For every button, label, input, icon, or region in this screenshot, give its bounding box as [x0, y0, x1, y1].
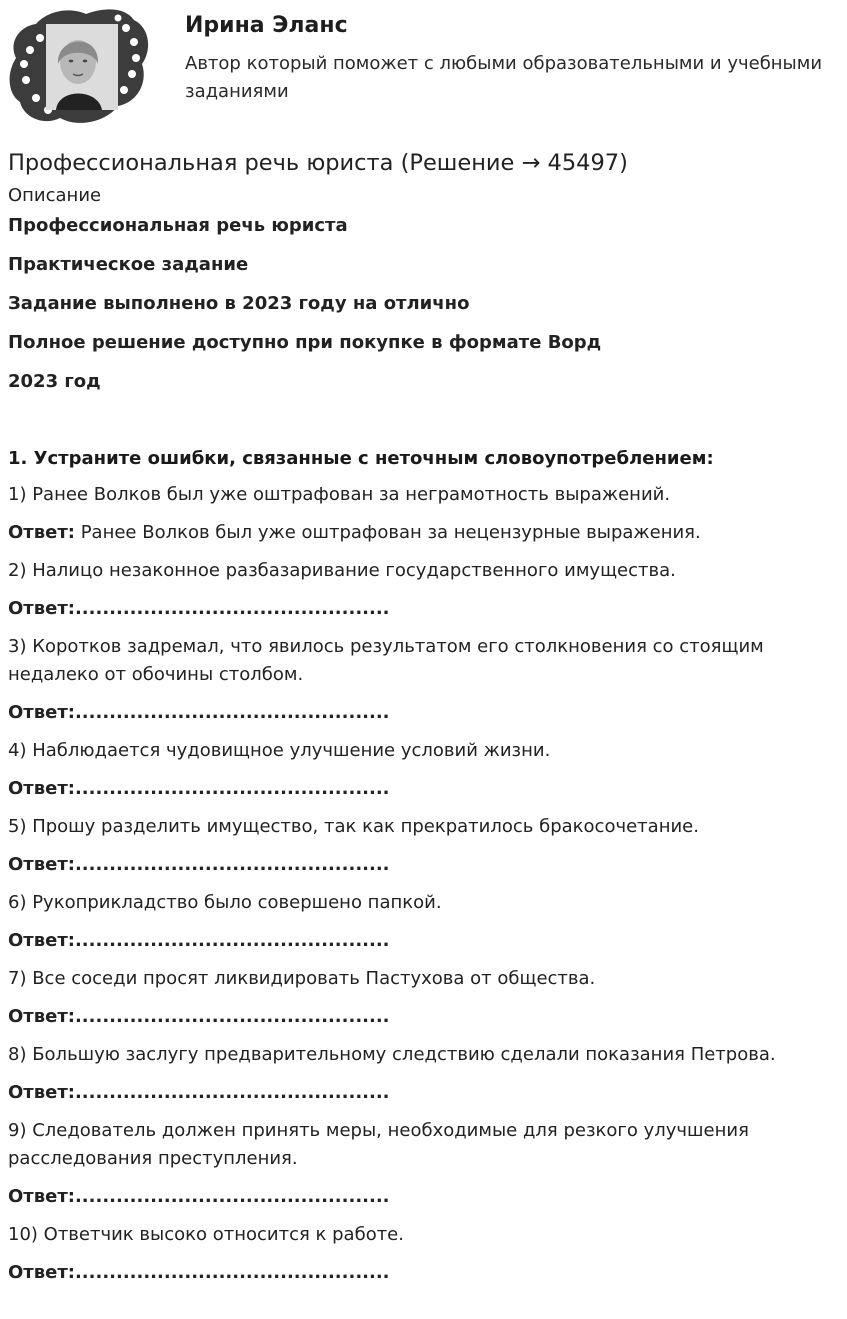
task-question: 8) Большую заслугу предварительному следствию сделали показания Петрова. — [8, 1044, 776, 1065]
meta-line: Полное решение доступно при покупке в формате Ворд — [8, 332, 602, 353]
answer-text: Ранее Волков был уже оштрафован за нецензурные выражения. — [80, 522, 701, 543]
answer-blank: .............................................. — [74, 930, 390, 951]
task-answer — [8, 851, 838, 879]
task-answer — [8, 1259, 838, 1287]
avatar-image — [6, 6, 152, 128]
task-question: 5) Прошу разделить имущество, так как прекратилось бракосочетание. — [8, 816, 699, 837]
main-content — [8, 146, 838, 1287]
answer-blank: .............................................. — [74, 598, 390, 619]
answer-label: Ответ: — [8, 1186, 75, 1207]
meta-line: Профессиональная речь юриста — [8, 215, 348, 236]
description-label: Описание — [8, 185, 102, 206]
answer-label: Ответ: — [8, 854, 75, 875]
answer-label: Ответ: — [8, 702, 75, 723]
task-question: 3) Коротков задремал, что явилось результатом его столкновения со стоящим недалеко от обочины столбом. — [8, 636, 764, 685]
answer-label: Ответ: — [8, 778, 75, 799]
spacer — [8, 394, 838, 447]
task-question: 6) Рукоприкладство было совершено папкой. — [8, 892, 442, 913]
answer-label: Ответ: — [8, 598, 75, 619]
avatar[interactable] — [6, 6, 152, 128]
task-question: 2) Налицо незаконное разбазаривание государственного имущества. — [8, 560, 676, 581]
answer-label: Ответ: — [8, 1006, 75, 1027]
author-block — [0, 0, 847, 135]
task-answer — [8, 1079, 838, 1107]
answer-blank: .............................................. — [74, 778, 390, 799]
meta-line: Задание выполнено в 2023 году на отлично — [8, 293, 470, 314]
answer-blank: .............................................. — [74, 1006, 390, 1027]
answer-blank: .............................................. — [74, 1186, 390, 1207]
answer-blank: .............................................. — [74, 702, 390, 723]
answer-label: Ответ: — [8, 1082, 75, 1103]
task-question: 10) Ответчик высоко относится к работе. — [8, 1224, 404, 1245]
meta-list — [8, 214, 838, 394]
author-description: Автор который поможет с любыми образовательными и учебными заданиями — [185, 53, 823, 102]
author-name[interactable]: Ирина Эланс — [185, 13, 348, 38]
answer-label: Ответ: — [8, 930, 75, 951]
task-items — [8, 481, 838, 1287]
meta-line: 2023 год — [8, 371, 101, 392]
task-question: 1) Ранее Волков был уже оштрафован за неграмотность выражений. — [8, 484, 671, 505]
task-answer — [8, 519, 838, 547]
task-answer — [8, 699, 838, 727]
task-question: 7) Все соседи просят ликвидировать Пастухова от общества. — [8, 968, 596, 989]
meta-line: Практическое задание — [8, 254, 249, 275]
task-answer — [8, 1183, 838, 1211]
answer-blank: .............................................. — [74, 1082, 390, 1103]
page-title: Профессиональная речь юриста (Решение → 45497) — [8, 150, 628, 176]
task-answer — [8, 775, 838, 803]
answer-label: Ответ: — [8, 1262, 75, 1283]
answer-blank: .............................................. — [74, 854, 390, 875]
task-answer — [8, 927, 838, 955]
task-heading: 1. Устраните ошибки, связанные с неточным словоупотреблением: — [8, 448, 714, 469]
answer-blank: .............................................. — [74, 1262, 390, 1283]
task-answer — [8, 1003, 838, 1031]
task-answer — [8, 595, 838, 623]
task-question: 4) Наблюдается чудовищное улучшение условий жизни. — [8, 740, 551, 761]
task-question: 9) Следователь должен принять меры, необходимые для резкого улучшения расследования преступления. — [8, 1120, 749, 1169]
answer-label: Ответ: — [8, 522, 75, 543]
